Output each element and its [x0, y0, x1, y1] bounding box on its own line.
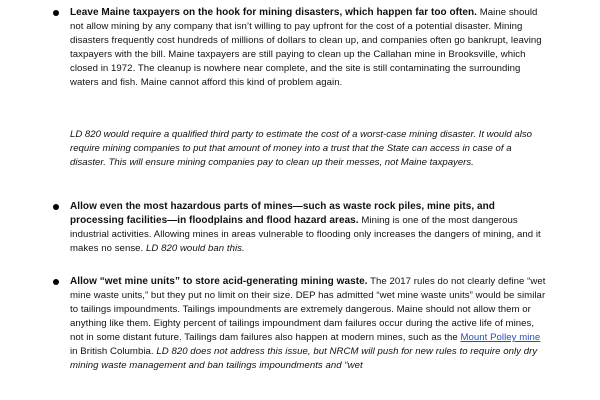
paragraph [70, 275, 550, 373]
body-text: Maine should not allow mining by any company that isn’t willing to pay upfront for the cost of a potential disaster. Mining disasters frequently cost hundreds of millions of dollars to clean up, and companies often go bankrupt, leaving taxpayers with the bill. Maine taxpayers are still paying to clean up the Callahan mine in Brooksville, which closed in 1972. The cleanup is nowhere near complete, and the site is still contaminating the surrounding waters and fish. Maine cannot afford this kind of problem again. [70, 7, 542, 88]
italic-text: LD 820 does not address this issue, but NRCM will push for new rules to require only dry mining waste management and ban tailings impoundments and “wet [70, 346, 538, 371]
body-text: Mining is one of the most dangerous industrial activities. Allowing mines in areas vulnerable to flooding only increases the dangers of mining, and it makes no sense. [70, 215, 541, 254]
list-item [70, 275, 550, 373]
bullet-icon [53, 279, 59, 285]
paragraph [70, 200, 550, 256]
body-text: The 2017 rules do not clearly define “wet mine waste units,” but they put no limit on their size. DEP has admitted “wet mine waste units” would be similar to tailings impoundments. Tailings impoundments are extremely dangerous. Maine should not allow them or anything like them. Eighty percent of tailings impoundment dam failures occur during the active life of mines, not in some distant future. Tailings dam failures also happen at modern mines, such as the [70, 276, 546, 343]
list-item [70, 6, 550, 90]
bullet-icon [53, 10, 59, 16]
bullet-icon [53, 204, 59, 210]
list-item [70, 200, 550, 256]
body-text: in British Columbia. [70, 346, 157, 357]
italic-paragraph: LD 820 would require a qualified third party to estimate the cost of a worst-case mining disaster. It would also require mining companies to put that amount of money into a trust that the State can access in case of a disaster. This will ensure mining companies pay to clean up their messes, not Maine taxpayers. [70, 129, 532, 168]
paragraph [70, 6, 550, 90]
mount-polley-link[interactable]: Mount Polley mine [460, 332, 541, 343]
italic-text: LD 820 would ban this. [146, 243, 245, 254]
bold-lead-text: Allow “wet mine units” to store acid-generating mining waste. [70, 276, 368, 287]
bold-lead-text: Leave Maine taxpayers on the hook for mining disasters, which happen far too often. [70, 7, 478, 18]
bold-lead-text: Allow even the most hazardous parts of mines—such as waste rock piles, mine pits, and processing facilities—in floodplains and flood hazard areas. [70, 201, 495, 226]
